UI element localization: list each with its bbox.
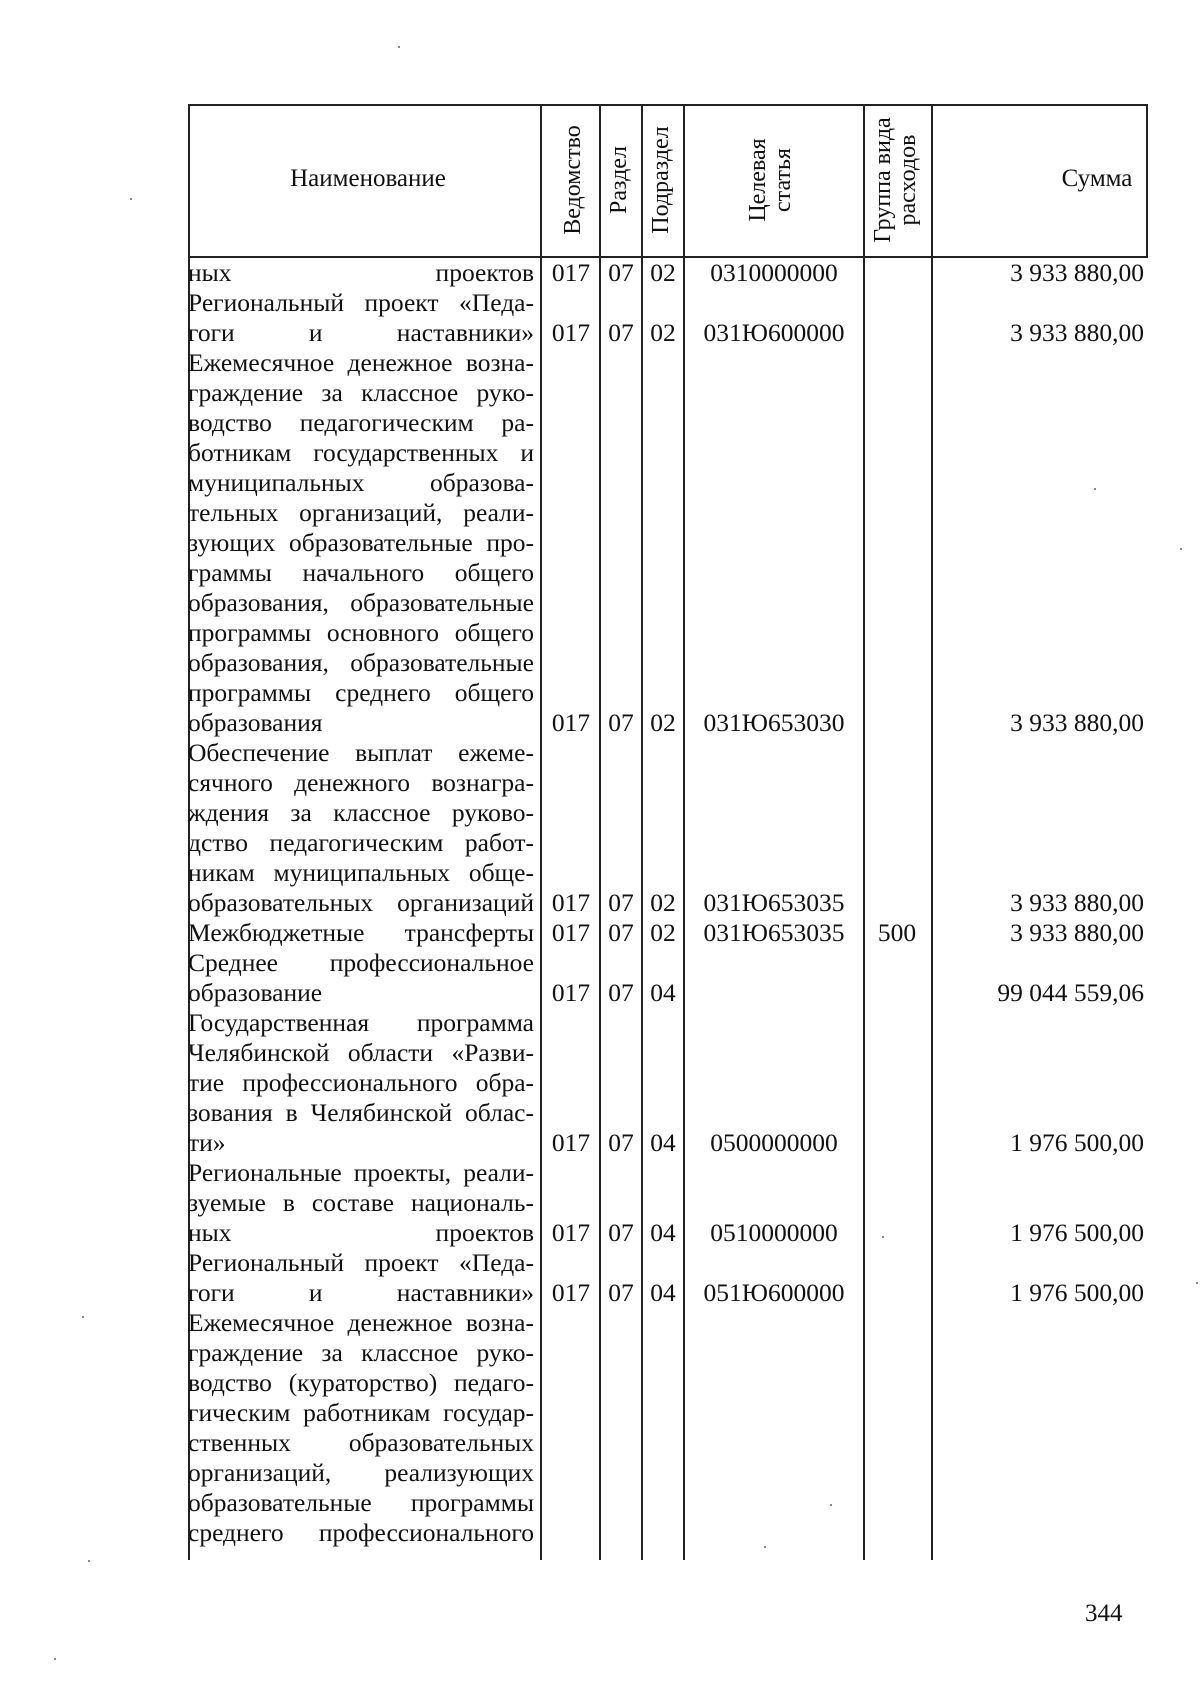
row-name-line: Государственная программа: [188, 1008, 534, 1037]
scan-speck: [130, 198, 132, 200]
cell-razdel: 07: [608, 918, 634, 947]
cell-tselevaya: 031Ю653035: [703, 888, 845, 917]
cell-vedomstvo: 017: [551, 258, 591, 287]
row-name-line: зующих образовательные про-: [188, 528, 534, 557]
cell-vedomstvo: 017: [551, 1278, 591, 1307]
table-row: [188, 918, 534, 948]
row-name-line: граждение за классное руко-: [188, 1338, 534, 1367]
scan-speck: [1180, 548, 1182, 550]
table-row: [188, 1158, 534, 1248]
row-name-line: ботникам государственных и: [188, 438, 534, 467]
cell-vedomstvo: 017: [551, 318, 591, 347]
cell-tselevaya: 031Ю653035: [703, 918, 845, 947]
scan-speck: [830, 1504, 832, 1506]
table-row: [188, 738, 534, 918]
cell-razdel: 07: [608, 258, 634, 287]
scan-speck: [82, 1316, 84, 1318]
cell-tselevaya: 031Ю653030: [703, 708, 845, 737]
header-name: Наименование: [290, 165, 446, 192]
row-name-line: ти»: [188, 1128, 226, 1157]
cell-podrazdel: 04: [650, 1128, 676, 1157]
cell-podrazdel: 04: [650, 1218, 676, 1247]
cell-podrazdel: 02: [650, 258, 676, 287]
cell-summa: 1 976 500,00: [1010, 1218, 1144, 1247]
row-name-line: образовательные программы: [188, 1488, 534, 1517]
cell-podrazdel: 04: [650, 1278, 676, 1307]
row-name-line: Региональный проект «Педа-: [188, 288, 534, 317]
budget-table: [188, 104, 1148, 1560]
row-name-line: образования: [188, 708, 323, 737]
row-name-line: дство педагогическим работ-: [188, 828, 534, 857]
cell-tselevaya: 0510000000: [710, 1218, 838, 1247]
cell-razdel: 07: [608, 1218, 634, 1247]
cell-podrazdel: 02: [650, 708, 676, 737]
scan-speck: [1196, 1282, 1198, 1284]
scan-speck: [882, 1236, 884, 1238]
row-name-line: программы основного общего: [188, 618, 534, 647]
row-name-line: граждение за классное руко-: [188, 378, 534, 407]
cell-summa: 99 044 559,06: [997, 978, 1144, 1007]
row-name-line: гоги и наставники»: [188, 1278, 534, 1307]
cell-vedomstvo: 017: [551, 1128, 591, 1157]
cell-tselevaya: 031Ю600000: [703, 318, 845, 347]
row-name-line: среднего профессионального: [188, 1518, 534, 1547]
header-razdel: Раздел: [606, 146, 632, 214]
row-name-line: ственных образовательных: [188, 1428, 534, 1457]
row-name-line: Региональные проекты, реали-: [188, 1158, 534, 1187]
table-row: [188, 348, 534, 738]
row-name-line: ждения за классное руково-: [188, 798, 534, 827]
cell-summa: 3 933 880,00: [1010, 708, 1144, 737]
cell-podrazdel: 02: [650, 318, 676, 347]
row-name-line: никам муниципальных обще-: [188, 858, 534, 887]
cell-razdel: 07: [608, 1128, 634, 1157]
row-name-line: образования, образовательные: [188, 588, 534, 617]
table-row: [188, 1308, 534, 1548]
row-name-line: Ежемесячное денежное возна-: [188, 348, 534, 377]
row-name-line: Ежемесячное денежное возна-: [188, 1308, 534, 1337]
header-gruppa-vida-rashodov: [871, 113, 927, 247]
cell-vedomstvo: 017: [551, 918, 591, 947]
table-row: [188, 1008, 534, 1158]
cell-summa: 3 933 880,00: [1010, 258, 1144, 287]
cell-tselevaya: 051Ю600000: [703, 1278, 845, 1307]
header-gruppa-line2: расходов: [895, 134, 922, 226]
cell-podrazdel: 04: [650, 978, 676, 1007]
cell-razdel: 07: [608, 978, 634, 1007]
row-name-line: образовательных организаций: [188, 888, 534, 917]
cell-summa: 1 976 500,00: [1010, 1128, 1144, 1157]
row-name-line: водство (кураторство) педаго-: [188, 1368, 534, 1397]
table-row: [188, 258, 534, 288]
row-name-line: ных проектов: [188, 258, 534, 287]
cell-vedomstvo: 017: [551, 708, 591, 737]
cell-podrazdel: 02: [650, 888, 676, 917]
table-row: [188, 288, 534, 348]
cell-tselevaya: 0500000000: [710, 1128, 838, 1157]
row-name-line: Региональный проект «Педа-: [188, 1248, 534, 1277]
row-name-line: Челябинской области «Разви-: [188, 1038, 534, 1067]
cell-razdel: 07: [608, 888, 634, 917]
cell-razdel: 07: [608, 1278, 634, 1307]
header-gruppa-line1: Группа вида: [870, 117, 896, 243]
cell-summa: 3 933 880,00: [1010, 918, 1144, 947]
scan-speck: [1094, 488, 1096, 490]
row-name-line: зуемые в составе националь-: [188, 1188, 534, 1217]
row-name-line: тельных организаций, реали-: [188, 498, 534, 527]
row-name-line: муниципальных образова-: [188, 468, 534, 497]
scan-speck: [398, 46, 400, 48]
cell-tselevaya: 0310000000: [710, 258, 838, 287]
scan-speck: [88, 1560, 90, 1562]
row-name-line: гоги и наставники»: [188, 318, 534, 347]
header-podrazdel: Подраздел: [648, 126, 674, 234]
col-border-name: [540, 104, 542, 1560]
row-name-line: ных проектов: [188, 1218, 534, 1247]
cell-vedomstvo: 017: [551, 888, 591, 917]
row-name-line: Межбюджетные трансферты: [188, 918, 534, 947]
header-tselevaya-line1: Целевая: [745, 138, 771, 222]
row-name-line: сячного денежного вознагра-: [188, 768, 534, 797]
header-vedomstvo: Ведомство: [560, 125, 586, 235]
cell-podrazdel: 02: [650, 918, 676, 947]
cell-summa: 3 933 880,00: [1010, 318, 1144, 347]
row-name-line: тие профессионального обра-: [188, 1068, 534, 1097]
row-name-line: Обеспечение выплат ежеме-: [188, 738, 534, 767]
row-name-line: граммы начального общего: [188, 558, 534, 587]
table-row: [188, 1248, 534, 1308]
cell-gruppa: 500: [877, 918, 917, 947]
cell-vedomstvo: 017: [551, 1218, 591, 1247]
cell-summa: 1 976 500,00: [1010, 1278, 1144, 1307]
row-name-line: водство педагогическим ра-: [188, 408, 534, 437]
row-name-line: организаций, реализующих: [188, 1458, 534, 1487]
page-number: 344: [1085, 1600, 1123, 1627]
row-name-line: программы среднего общего: [188, 678, 534, 707]
cell-summa: 3 933 880,00: [1010, 888, 1144, 917]
header-summa: Сумма: [1061, 165, 1133, 192]
row-name-line: образования, образовательные: [188, 648, 534, 677]
cell-razdel: 07: [608, 318, 634, 347]
table-row: [188, 948, 534, 1008]
header-tselevaya-line2: статья: [770, 148, 797, 212]
scan-speck: [764, 1546, 766, 1548]
row-name-line: образование: [188, 978, 323, 1007]
cell-razdel: 07: [608, 708, 634, 737]
row-name-line: гическим работникам государ-: [188, 1398, 534, 1427]
cell-vedomstvo: 017: [551, 978, 591, 1007]
header-tselevaya-statya: [746, 115, 802, 245]
row-name-line: зования в Челябинской облас-: [188, 1098, 534, 1127]
table-top-border: [188, 104, 1148, 106]
scan-speck: [54, 1658, 56, 1660]
row-name-line: Среднее профессиональное: [188, 948, 534, 977]
